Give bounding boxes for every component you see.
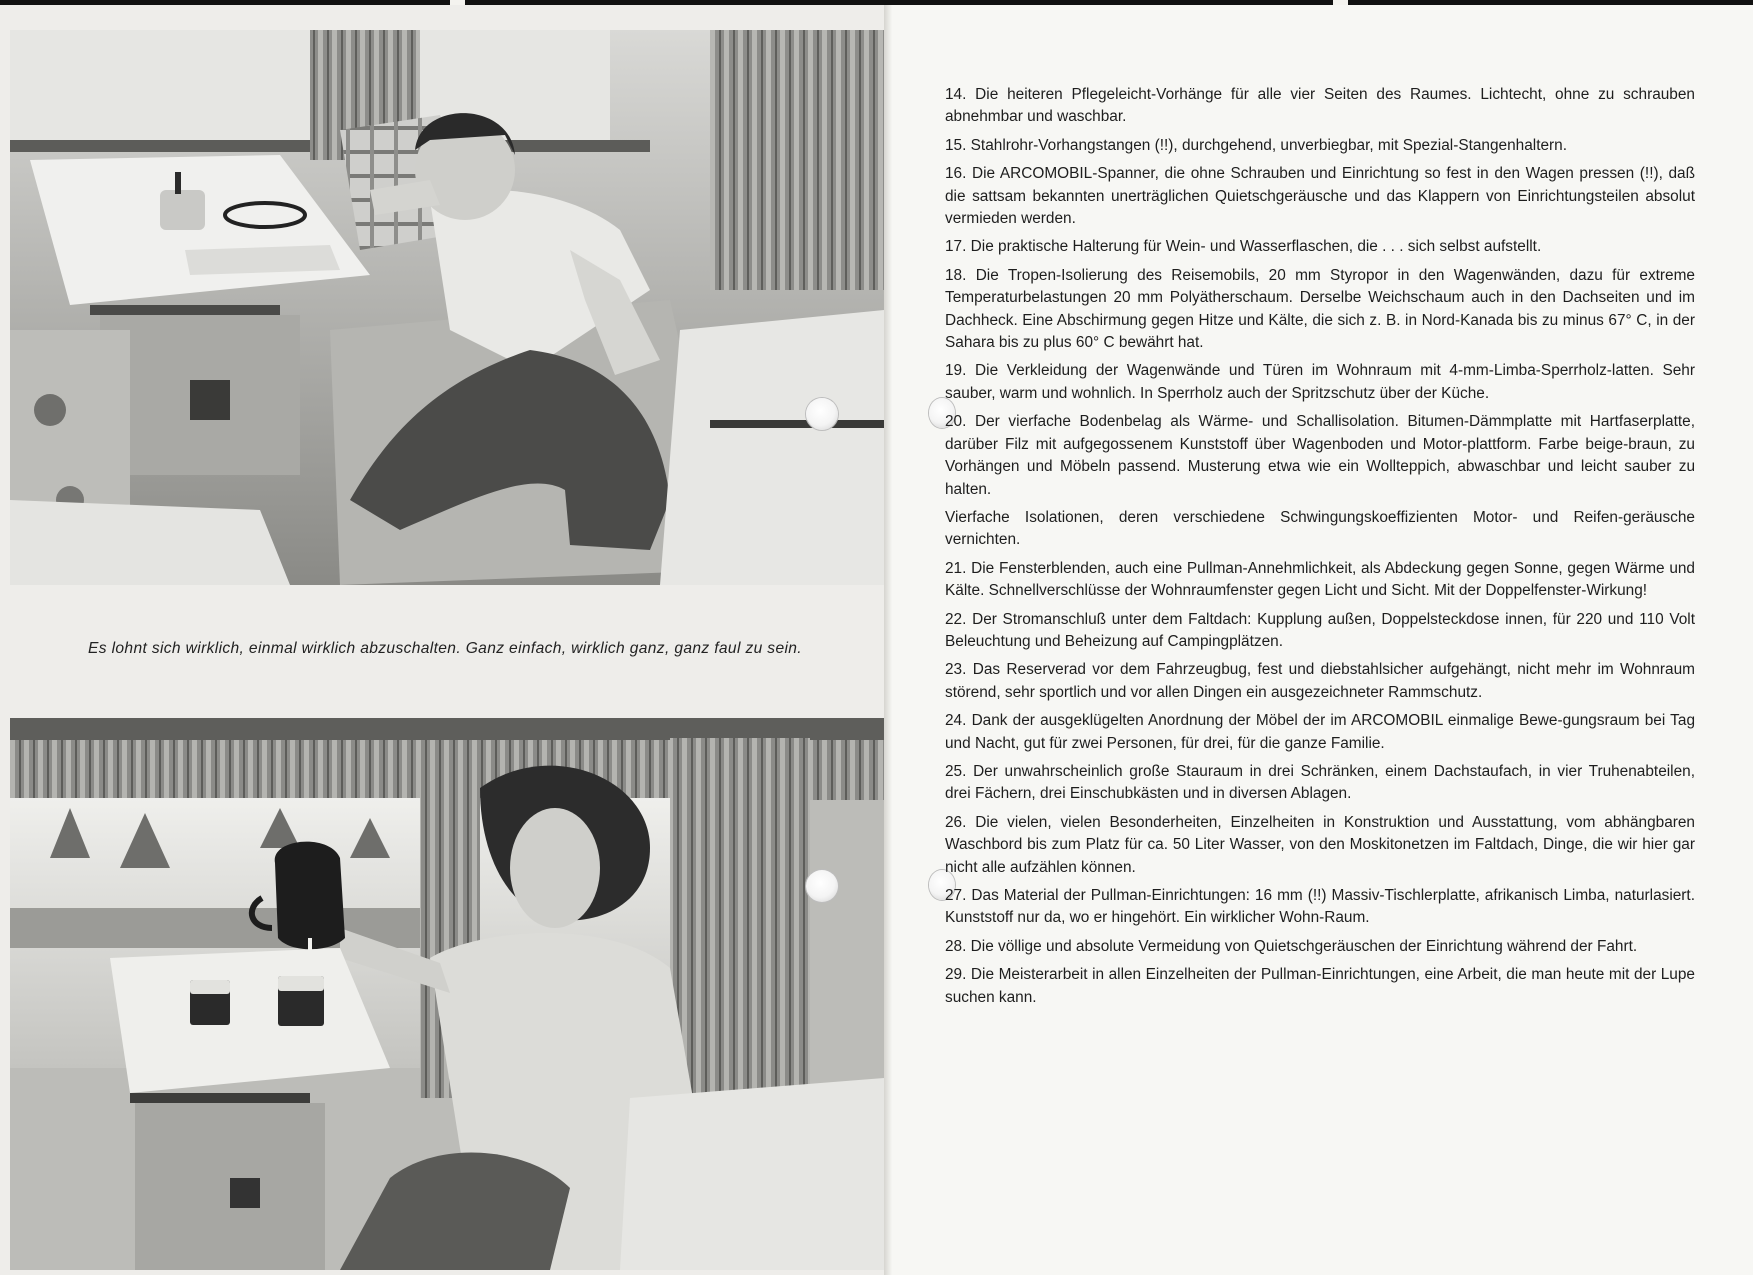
binder-hole	[806, 398, 838, 430]
feature-item-24: 24. Dank der ausgeklügelten Anordnung der Möbel der im ARCOMOBIL einmalige Bewe-gungsraum bei Tag und Nacht, gut für zwei Personen, für drei, für die ganze Familie.	[945, 712, 1695, 752]
feature-item-28: 28. Die völlige und absolute Vermeidung von Quietschgeräuschen der Einrichtung während der Fahrt.	[945, 937, 1638, 955]
photo-resting-woman	[10, 30, 884, 585]
feature-list	[945, 84, 1695, 1015]
feature-item-15: 15. Stahlrohr-Vorhangstangen (!!), durchgehend, unverbiegbar, mit Spezial-Stangenhaltern.	[945, 136, 1568, 154]
feature-item-22: 22. Der Stromanschluß unter dem Faltdach: Kupplung außen, Doppelsteckdose innen, für 220 und 110 Volt Beleuchtung und Beheizung auf Campingplätzen.	[945, 610, 1695, 650]
feature-item-25: 25. Der unwahrscheinlich große Stauraum in drei Schränken, einem Dachstaufach, in vier Truhenabteilen, drei Fächern, drei Einschubkästen und in diversen Ablagen.	[945, 762, 1695, 803]
feature-item-19: 19. Die Verkleidung der Wagenwände und Türen im Wohnraum mit 4-mm-Limba-Sperrholz-latten. Sehr sauber, warm und wohnlich. In Sperrholz auch der Spritzschutz über der Küche.	[945, 362, 1695, 402]
feature-item-29: 29. Die Meisterarbeit in allen Einzelheiten der Pullman-Einrichtungen, eine Arbeit, die man heute mit der Lupe suchen kann.	[945, 966, 1695, 1006]
page-spine	[884, 5, 892, 1275]
binder-hole	[806, 870, 838, 902]
feature-item-27: 27. Das Material der Pullman-Einrichtungen: 16 mm (!!) Massiv-Tischlerplatte, afrikanisch Limba, naturlasiert. Kunststoff nur da, wo er hingehört. Ein wirklicher Wohn-Raum.	[945, 887, 1695, 927]
feature-item-17: 17. Die praktische Halterung für Wein- und Wasserflaschen, die . . . sich selbst aufstellt.	[945, 238, 1542, 256]
feature-item-21: 21. Die Fensterblenden, auch eine Pullman-Annehmlichkeit, als Abdeckung gegen Sonne, gegen Wärme und Kälte. Schnellverschlüsse der Wohnraumfenster gegen Licht und Sicht. Mit der Doppelfenster-Wirkung!	[945, 559, 1695, 600]
feature-item-23: 23. Das Reserverad vor dem Fahrzeugbug, fest und diebstahlsicher aufgehängt, nicht mehr im Wohnraum störend, sehr sportlich und vor allen Dingen ein ausgezeichneter Rammschutz.	[945, 661, 1695, 701]
feature-item-20-note: Vierfache Isolationen, deren verschiedene Schwingungskoeffizienten Motor- und Reifen-geräusche vernichten.	[945, 508, 1695, 549]
feature-item-20: 20. Der vierfache Bodenbelag als Wärme- und Schallisolation. Bitumen-Dämmplatte mit Hartfaserplatte, darüber Filz mit aufgegossenem Kunststoff über Wagenboden und Motor-plattform. Farbe beige-braun, zu Vorhängen und Möbeln passend. Musterung etwa wie ein Wollteppich, abwaschbar und leicht sauber zu halten.	[945, 413, 1695, 498]
photo-caption: Es lohnt sich wirklich, einmal wirklich abzuschalten. Ganz einfach, wirklich ganz, ganz faul zu sein.	[88, 640, 802, 657]
feature-item-26: 26. Die vielen, vielen Besonderheiten, Einzelheiten in Konstruktion und Ausstattung, vom abhängbaren Waschbord bis zum Platz für ca. 50 Liter Wasser, von den Moskitonetzen im Faltdach, Dinge, die wir hier gar nicht alle aufzählen können.	[945, 813, 1695, 876]
feature-item-16: 16. Die ARCOMOBIL-Spanner, die ohne Schrauben und Einrichtung so fest in den Wagen pressen (!!), daß die sattsam bekannten unerträglichen Quietschgeräusche und das Klappern von Einrichtungsteilen absolut vermieden werden.	[945, 165, 1695, 228]
feature-item-14: 14. Die heiteren Pflegeleicht-Vorhänge für alle vier Seiten des Raumes. Lichtecht, ohne zu schrauben abnehmbar und waschbar.	[945, 86, 1695, 126]
feature-item-18: 18. Die Tropen-Isolierung des Reisemobils, 20 mm Styropor in den Wagenwänden, dazu für extreme Temperaturbelastungen 20 mm Polyätherschaum. Derselbe Weichschaum auch in den Dachseiten und im Dachheck. Eine Abschirmung gegen Hitze und Kälte, die sich z. B. in Nord-Kanada bis zu minus 67° C, in der Sahara bis zu plus 60° C bewährt hat.	[945, 266, 1695, 352]
photo-pouring-woman	[10, 718, 884, 1270]
